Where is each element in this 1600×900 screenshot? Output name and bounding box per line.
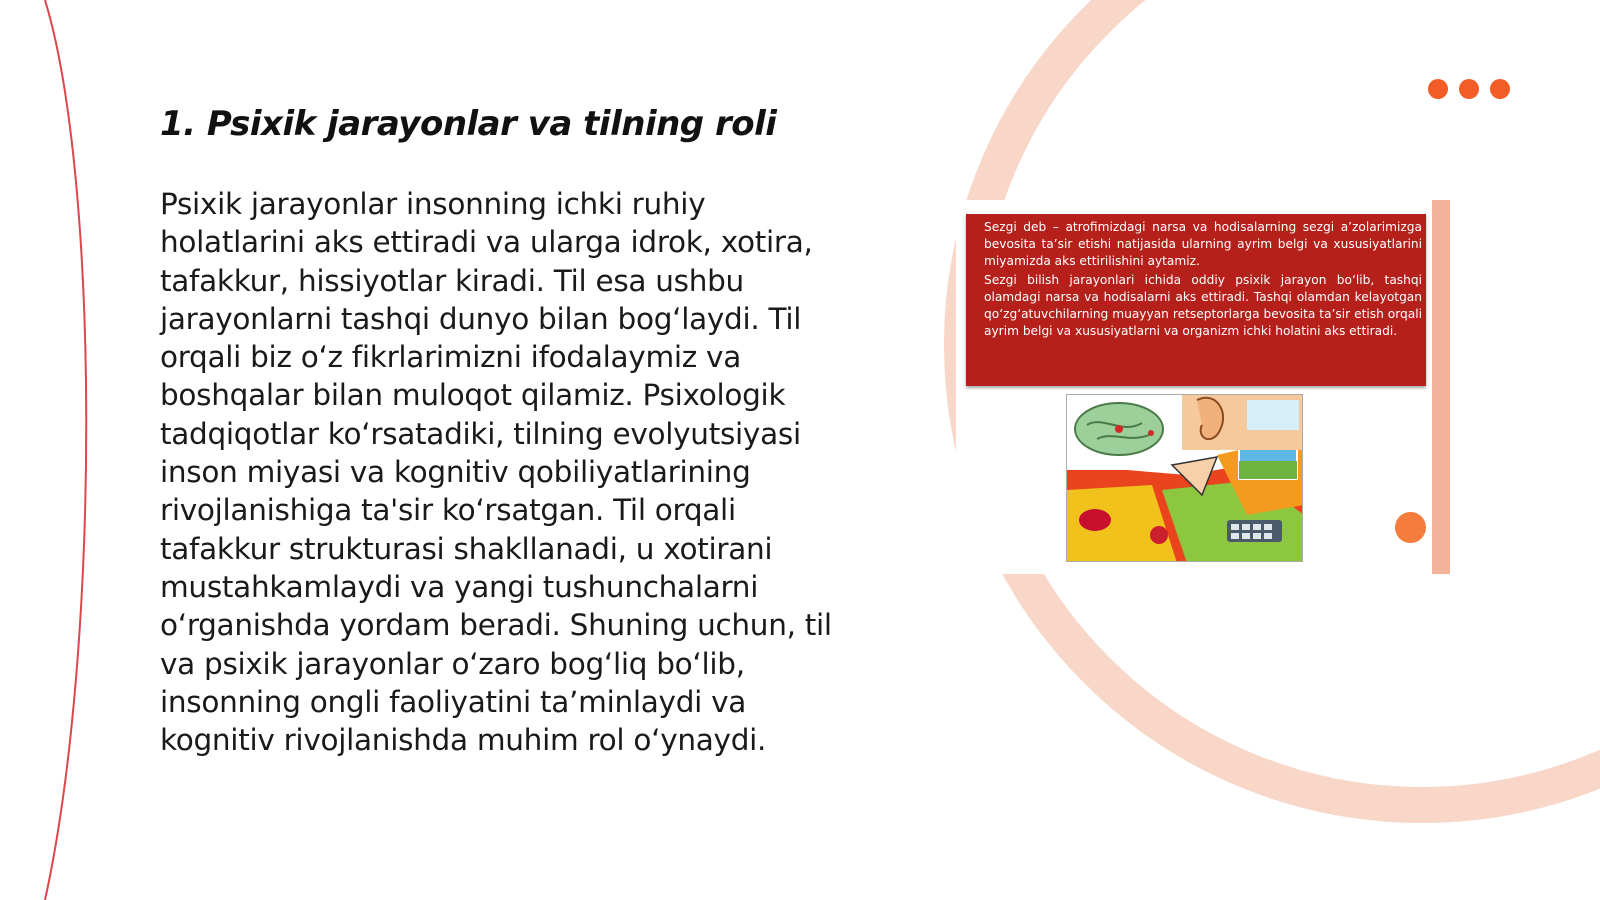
dot-2 bbox=[1459, 79, 1479, 99]
slide-body-text: Psixik jarayonlar insonning ichki ruhiy holatlarini aks ettiradi va ularga idrok, xotira, tafakkur, hissiyotlar kiradi. Til esa ushbu jarayonlarni tashqi dunyo bilan bog‘laydi. Til orqali biz o‘z fikrlarimizni ifodalaymiz va boshqalar bilan muloqot qilamiz. Psixologik tadqiqotlar ko‘rsatadiki, tilning evolyutsiyasi inson miyasi va kognitiv qobiliyatlarining rivojlanishiga ta'sir ko‘rsatgan. Til orqali tafakkur strukturasi shakllanadi, u xotirani mustahkamlaydi va yangi tushunchalarni o‘rganishda yordam beradi. Shuning uchun, til va psixik jarayonlar o‘zaro bog‘liq bo‘lib, insonning ongli faoliyatini ta’minlaydi va kognitiv rivojlanishda muhim rol o‘ynaydi. bbox=[160, 187, 832, 758]
dot-1 bbox=[1428, 79, 1448, 99]
menu-dots-icon bbox=[1428, 79, 1510, 99]
orange-circle-icon bbox=[1395, 512, 1426, 543]
dot-3 bbox=[1490, 79, 1510, 99]
left-curve-line bbox=[45, 0, 86, 900]
definition-paragraph-1: Sezgi deb – atrofimizdagi narsa va hodisalarning sezgi a’zolarimizga bevosita ta’sir etishi natijasida ularning ayrim belgi va xususiyatlarini miyamizda aks ettirilishini aytamiz. bbox=[984, 220, 1422, 268]
senses-illustration-drawing bbox=[1067, 395, 1303, 562]
definition-paragraph-2: Sezgi bilish jarayonlari ichida oddiy psixik jarayon bo‘lib, tashqi olamdagi narsa va hodisalarni aks ettiradi. Tashqi olamdan kelayotgan qo‘zg‘atuvchilarning muayyan retseptorlarga bevosita ta’sir etish orqali ayrim belgi va xususiyatlarni va organizm ichki holatini aks ettiradi. bbox=[984, 273, 1422, 338]
senses-illustration bbox=[1066, 394, 1303, 562]
slide-title: 1. Psixik jarayonlar va tilning roli bbox=[160, 104, 777, 144]
picture-side-bar bbox=[1432, 200, 1450, 574]
definition-box bbox=[966, 214, 1426, 386]
